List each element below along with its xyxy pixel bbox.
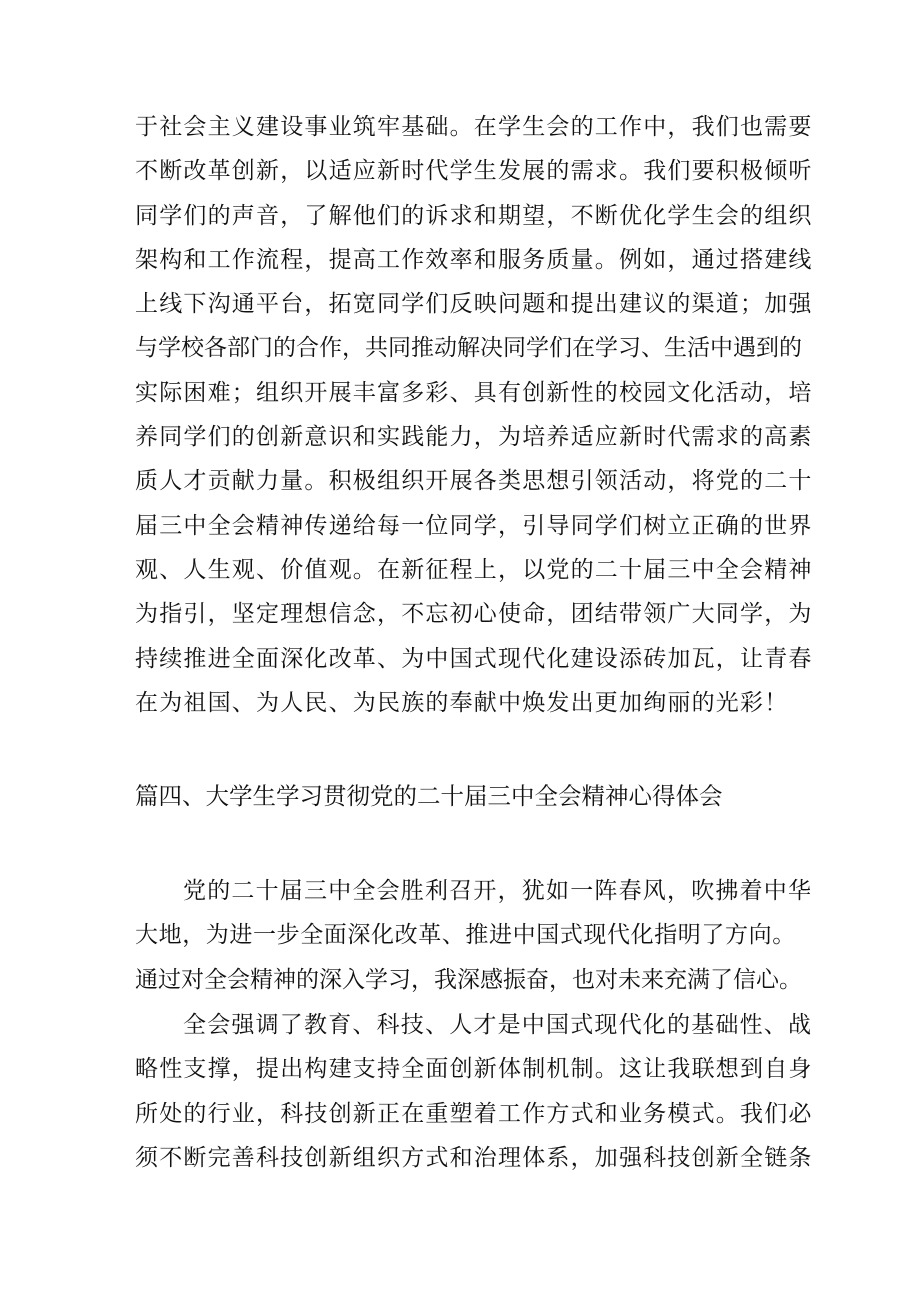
paragraph-line: 实际困难；组织开展丰富多彩、具有创新性的校园文化活动，培 xyxy=(135,379,813,406)
paragraph-line: 观、人生观、价值观。在新征程上，以党的二十届三中全会精神 xyxy=(135,556,813,583)
paragraph-line: 须不断完善科技创新组织方式和治理体系，加强科技创新全链条 xyxy=(135,1144,813,1171)
paragraph-line: 略性支撑，提出构建支持全面创新体制机制。这让我联想到自身 xyxy=(135,1056,813,1083)
section-paragraph-1 xyxy=(135,869,813,1002)
section-heading: 篇四、大学生学习贯彻党的二十届三中全会精神心得体会 xyxy=(135,782,723,810)
paragraph-line: 与学校各部门的合作，共同推动解决同学们在学习、生活中遇到的 xyxy=(135,335,802,362)
paragraph-line: 上线下沟通平台，拓宽同学们反映问题和提出建议的渠道；加强 xyxy=(135,291,813,318)
paragraph-line-first: 全会强调了教育、科技、人才是中国式现代化的基础性、战 xyxy=(183,1012,813,1038)
paragraph-line: 质人才贡献力量。积极组织开展各类思想引领活动，将党的二十 xyxy=(135,468,813,495)
paragraph-line: 持续推进全面深化改革、为中国式现代化建设添砖加瓦，让青春 xyxy=(135,645,813,672)
paragraph-line-last: 通过对全会精神的深入学习，我深感振奋，也对未来充满了信心。 xyxy=(135,966,802,993)
paragraph-line-last: 在为祖国、为人民、为民族的奉献中焕发出更加绚丽的光彩！ xyxy=(135,689,789,716)
paragraph-line: 大地，为进一步全面深化改革、推进中国式现代化指明了方向。 xyxy=(135,922,796,949)
paragraph-line-first: 党的二十届三中全会胜利召开，犹如一阵春风，吹拂着中华 xyxy=(183,878,813,904)
paragraph-line: 架构和工作流程，提高工作效率和服务质量。例如，通过搭建线 xyxy=(135,246,813,273)
section-paragraph-2 xyxy=(135,1003,813,1180)
continued-paragraph xyxy=(135,105,813,725)
paragraph-line: 所处的行业，科技创新正在重塑着工作方式和业务模式。我们必 xyxy=(135,1100,813,1127)
paragraph-line: 届三中全会精神传递给每一位同学，引导同学们树立正确的世界 xyxy=(135,512,813,539)
paragraph-line: 于社会主义建设事业筑牢基础。在学生会的工作中，我们也需要 xyxy=(135,114,813,140)
paragraph-line: 为指引，坚定理想信念，不忘初心使命，团结带领广大同学，为 xyxy=(135,601,813,628)
paragraph-line: 同学们的声音，了解他们的诉求和期望，不断优化学生会的组织 xyxy=(135,202,813,229)
paragraph-line: 养同学们的创新意识和实践能力，为培养适应新时代需求的高素 xyxy=(135,424,813,451)
paragraph-line: 不断改革创新，以适应新时代学生发展的需求。我们要积极倾听 xyxy=(135,158,813,185)
